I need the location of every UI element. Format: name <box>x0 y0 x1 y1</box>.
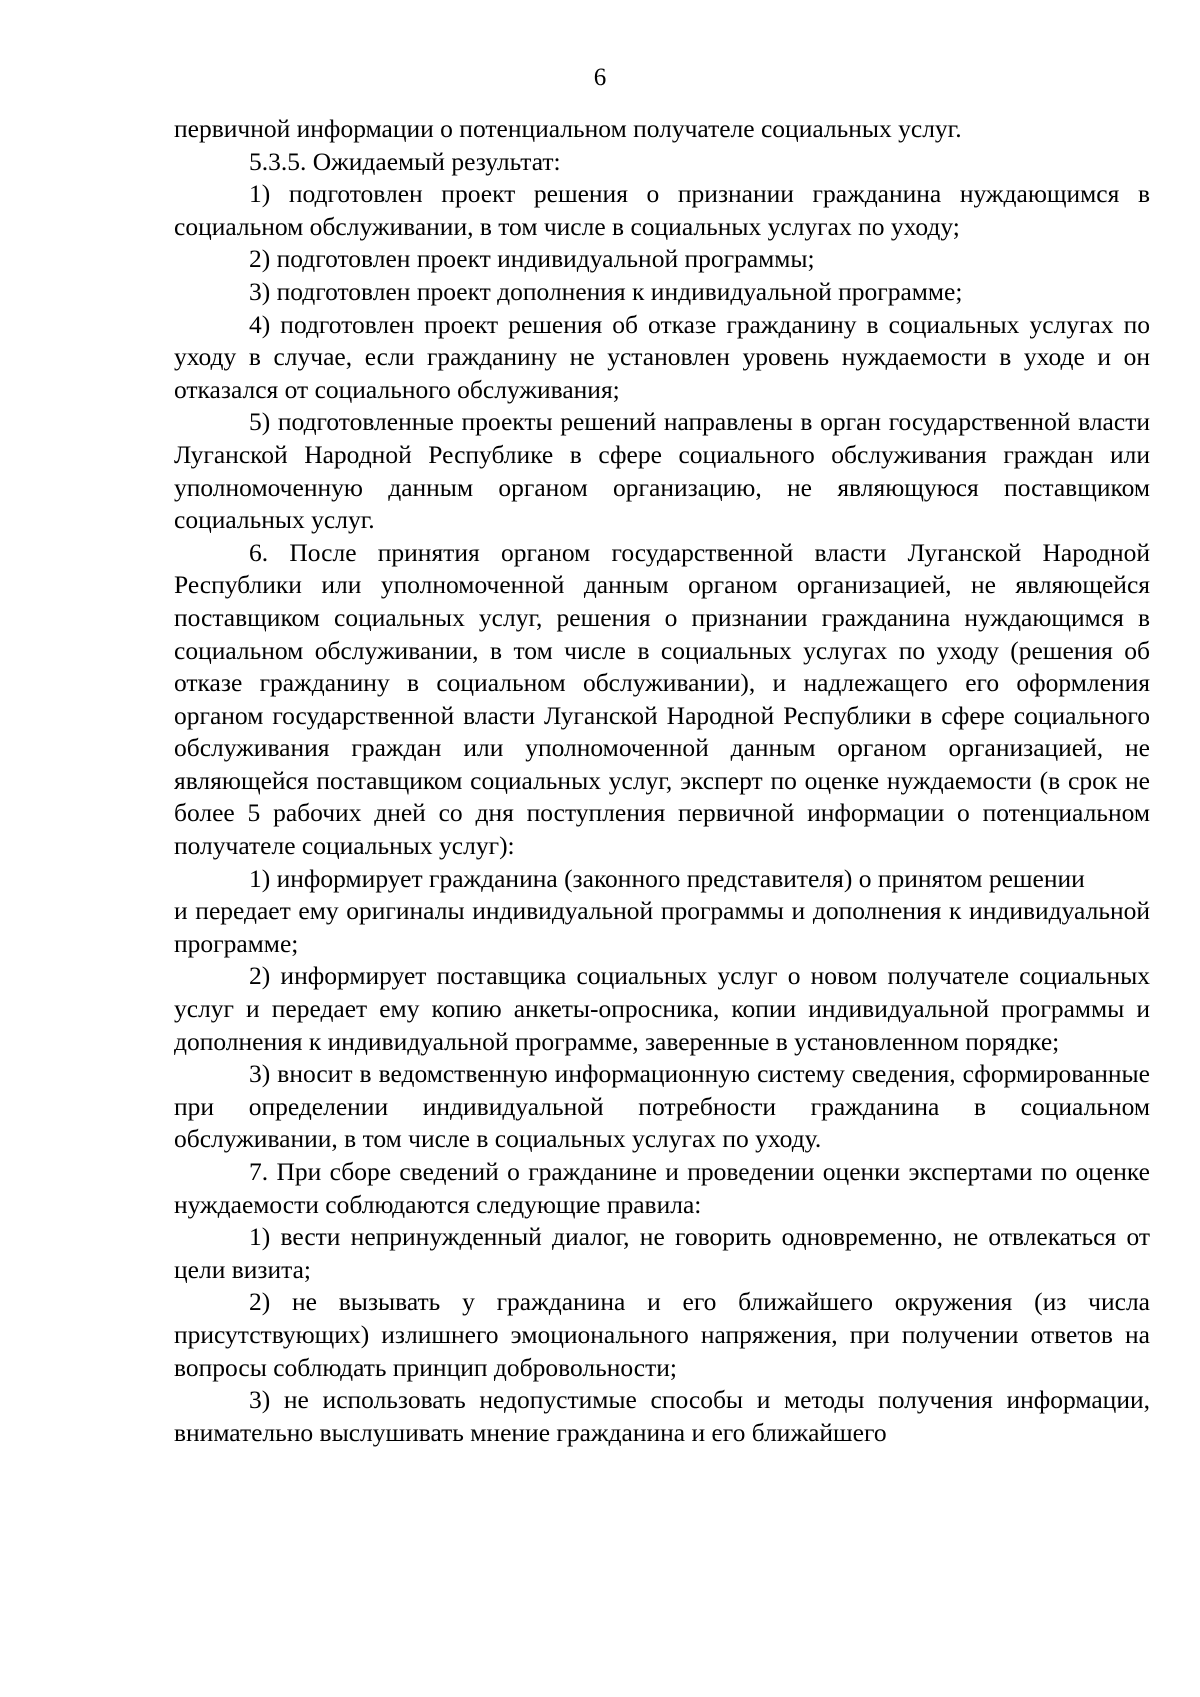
paragraph: 3) вносит в ведомственную информационную систему сведения, сформированные при определении индивидуальной потребности гражданина в социальном обслуживании, в том числе в социальных услугах по уходу. <box>174 1059 1150 1154</box>
paragraph: 6. После принятия органом государственной власти Луганской Народной Республики или уполномоченной данным органом организацией, не являющейся поставщиком социальных услуг, решения о признании гражданина нуждающимся в социальном обслуживании, в том числе в социальных услугах по уходу (решения об отказе гражданину в социальном обслуживании), и надлежащего его оформления органом государственной власти Луганской Народной Республики в сфере социального обслуживания граждан или уполномоченной данным органом организацией, не являющейся поставщиком социальных услуг, эксперт по оценке нуждаемости (в срок не более 5 рабочих дней со дня поступления первичной информации о потенциальном получателе социальных услуг): <box>174 537 1150 861</box>
paragraph: 1) информирует гражданина (законного представителя) о принятом решении <box>249 863 1085 893</box>
paragraph: 2) подготовлен проект индивидуальной программы; <box>249 244 815 274</box>
paragraph: 1) вести непринужденный диалог, не говорить одновременно, не отвлекаться от цели визита; <box>174 1222 1150 1284</box>
paragraph: 2) не вызывать у гражданина и его ближайшего окружения (из числа присутствующих) излишнего эмоционального напряжения, при получении ответов на вопросы соблюдать принцип добровольности; <box>174 1287 1150 1382</box>
paragraph: первичной информации о потенциальном получателе социальных услуг. <box>174 114 962 143</box>
paragraph: 7. При сборе сведений о гражданине и проведении оценки экспертами по оценке нуждаемости соблюдаются следующие правила: <box>174 1157 1150 1219</box>
paragraph: 5) подготовленные проекты решений направлены в орган государственной власти Луганской Народной Республике в сфере социального обслуживания граждан или уполномоченную данным органом организацию, не являющуюся поставщиком социальных услуг. <box>174 407 1150 535</box>
paragraph: 3) не использовать недопустимые способы и методы получения информации, внимательно выслушивать мнение гражданина и его ближайшего <box>174 1385 1150 1447</box>
paragraph: 2) информирует поставщика социальных услуг о новом получателе социальных услуг и передает ему копию анкеты-опросника, копии индивидуальной программы и дополнения к индивидуальной программе, заверенные в установленном порядке; <box>174 961 1150 1056</box>
page-number: 6 <box>593 64 607 91</box>
paragraph: 4) подготовлен проект решения об отказе гражданину в социальных услугах по уходу в случае, если гражданину не установлен уровень нуждаемости в уходе и он отказался от социального обслуживания; <box>174 309 1150 404</box>
paragraph: 1) подготовлен проект решения о признании гражданина нуждающимся в социальном обслуживании, в том числе в социальных услугах по уходу; <box>174 179 1150 241</box>
document-body <box>174 113 1150 1449</box>
paragraph: 5.3.5. Ожидаемый результат: <box>249 146 561 176</box>
paragraph: 3) подготовлен проект дополнения к индивидуальной программе; <box>249 276 963 306</box>
paragraph: и передает ему оригиналы индивидуальной программы и дополнения к индивидуальной программе; <box>174 896 1150 958</box>
